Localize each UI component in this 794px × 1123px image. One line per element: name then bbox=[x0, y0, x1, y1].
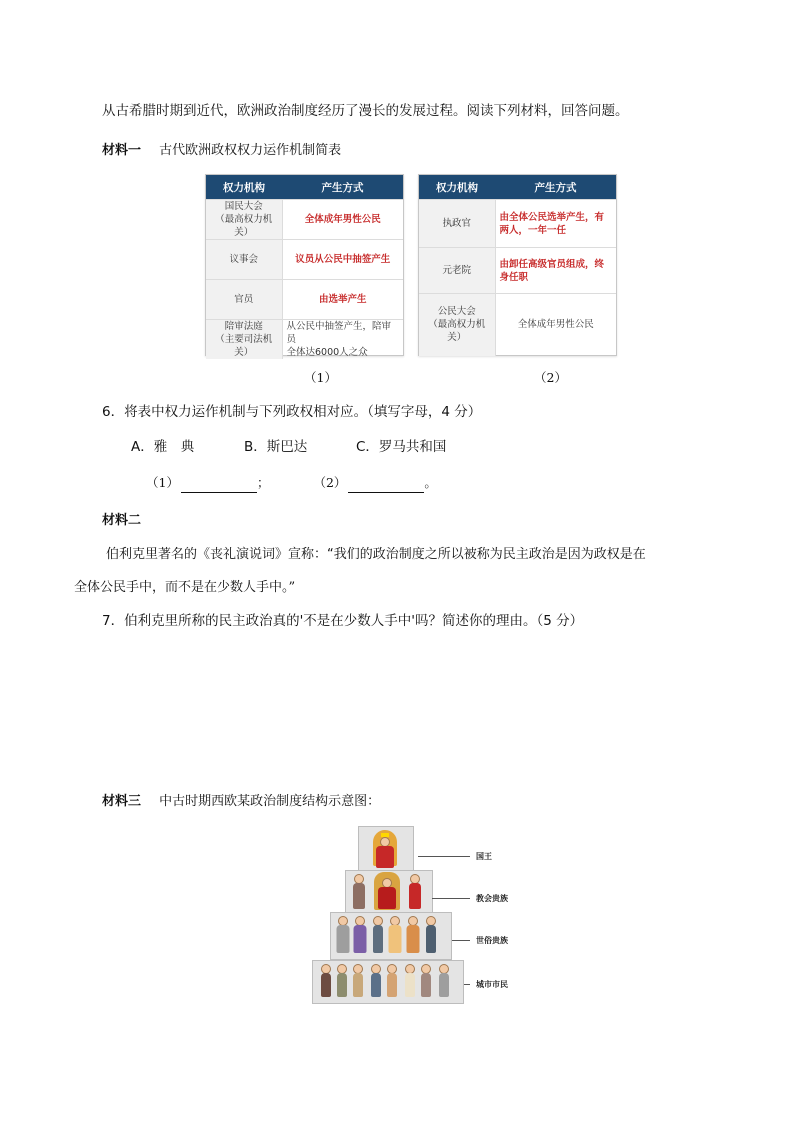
nobility-leader-line bbox=[452, 940, 470, 941]
clergy-leader-line bbox=[432, 898, 470, 899]
citizen-figure-icon bbox=[336, 964, 348, 1000]
table1-header-org: 权力机构 bbox=[206, 175, 282, 200]
table1-org-cell: 陪审法庭 （主要司法机关） bbox=[206, 320, 282, 360]
citizen-figure-icon bbox=[420, 964, 432, 1000]
q6-option-b: B．斯巴达 bbox=[244, 439, 308, 455]
table2-header-method: 产生方式 bbox=[495, 175, 616, 200]
table2-org-cell: 执政官 bbox=[419, 200, 495, 248]
table2-org-cell: 公民大会 （最高权力机关） bbox=[419, 294, 495, 356]
material2-label: 材料二 bbox=[102, 513, 142, 528]
power-table-2 bbox=[418, 174, 617, 356]
table1-header-method: 产生方式 bbox=[282, 175, 403, 200]
material3-title: 中古时期西欧某政治制度结构示意图： bbox=[159, 794, 381, 809]
citizens-leader-line bbox=[464, 984, 470, 985]
citizen-figure-icon bbox=[438, 964, 450, 1000]
table1-method-cell: 议员从公民中抽签产生 bbox=[282, 240, 403, 280]
citizen-figure-icon bbox=[404, 964, 416, 1000]
feudal-pyramid-diagram bbox=[300, 820, 520, 1005]
table1-org-cell: 国民大会 （最高权力机关） bbox=[206, 200, 282, 240]
clergy-figure-icon bbox=[352, 874, 366, 910]
noble-figure-icon bbox=[353, 916, 367, 956]
tier-label-nobility: 世俗贵族 bbox=[476, 936, 508, 945]
table1-org-cell: 官员 bbox=[206, 280, 282, 320]
noble-figure-icon bbox=[336, 916, 350, 956]
noble-figure-icon bbox=[424, 916, 438, 956]
table2-method-cell: 由卸任高级官员组成，终 身任职 bbox=[495, 248, 616, 294]
table1-org-cell: 议事会 bbox=[206, 240, 282, 280]
material3-label: 材料三 bbox=[102, 794, 142, 809]
king-figure-icon bbox=[372, 830, 398, 868]
question-6: 6．将表中权力运作机制与下列政权相对应。（填写字母，4 分） bbox=[102, 404, 482, 420]
table1-method-cell: 全体成年男性公民 bbox=[282, 200, 403, 240]
power-table-1 bbox=[205, 174, 404, 356]
q6-blank2-end: 。 bbox=[424, 475, 437, 490]
material1-title: 古代欧洲政权权力运作机制简表 bbox=[159, 143, 342, 158]
noble-figure-icon bbox=[406, 916, 420, 956]
noble-figure-icon bbox=[388, 916, 402, 956]
q6-blank1-end: ； bbox=[256, 475, 270, 490]
citizen-figure-icon bbox=[386, 964, 398, 1000]
material2-quote-line-2: 全体公民手中，而不是在少数人手中。” bbox=[74, 580, 296, 595]
table2-org-cell: 元老院 bbox=[419, 248, 495, 294]
clergy-figure-icon bbox=[408, 874, 422, 910]
king-leader-line bbox=[418, 856, 470, 857]
citizen-figure-icon bbox=[352, 964, 364, 1000]
tier-label-citizens: 城市市民 bbox=[476, 980, 508, 989]
tier-label-king: 国王 bbox=[476, 852, 492, 861]
citizen-figure-icon bbox=[320, 964, 332, 1000]
material2-quote-line-1: 伯利克里著名的《丧礼演说词》宣称：“我们的政治制度之所以被称为民主政治是因为政权是在 bbox=[106, 547, 646, 562]
table2-caption: （2） bbox=[534, 370, 567, 385]
table2-header-org: 权力机构 bbox=[419, 175, 495, 200]
citizen-figure-icon bbox=[370, 964, 382, 1000]
table2-method-cell: 由全体公民选举产生，有 两人，一年一任 bbox=[495, 200, 616, 248]
q6-answer-blank-1[interactable] bbox=[181, 479, 257, 493]
table1-method-cell: 由选举产生 bbox=[282, 280, 403, 320]
table1-method-cell: 从公民中抽签产生，陪审员 全体达6000人之众 bbox=[282, 320, 403, 360]
material1-label: 材料一 bbox=[102, 143, 142, 158]
table1-caption: （1） bbox=[304, 370, 337, 385]
material3-heading bbox=[102, 790, 380, 809]
material1-heading bbox=[102, 139, 341, 158]
q6-option-a: A．雅 典 bbox=[131, 439, 195, 455]
q6-option-c: C．罗马共和国 bbox=[356, 439, 447, 455]
q6-answer-line bbox=[146, 473, 437, 493]
noble-figure-icon bbox=[371, 916, 385, 956]
question-7: 7．伯利克里所称的民主政治真的'不是在少数人手中'吗？简述你的理由。（5 分） bbox=[102, 613, 584, 629]
q6-blank1-label: （1） bbox=[146, 475, 179, 490]
q6-answer-blank-2[interactable] bbox=[348, 479, 424, 493]
tier-label-clergy: 教会贵族 bbox=[476, 894, 508, 903]
q6-blank2-label: （2） bbox=[313, 475, 347, 490]
intro-text: 从古希腊时期到近代，欧洲政治制度经历了漫长的发展过程。阅读下列材料，回答问题。 bbox=[102, 103, 629, 119]
pope-figure-icon bbox=[372, 872, 402, 910]
table2-method-cell: 全体成年男性公民 bbox=[495, 294, 616, 356]
